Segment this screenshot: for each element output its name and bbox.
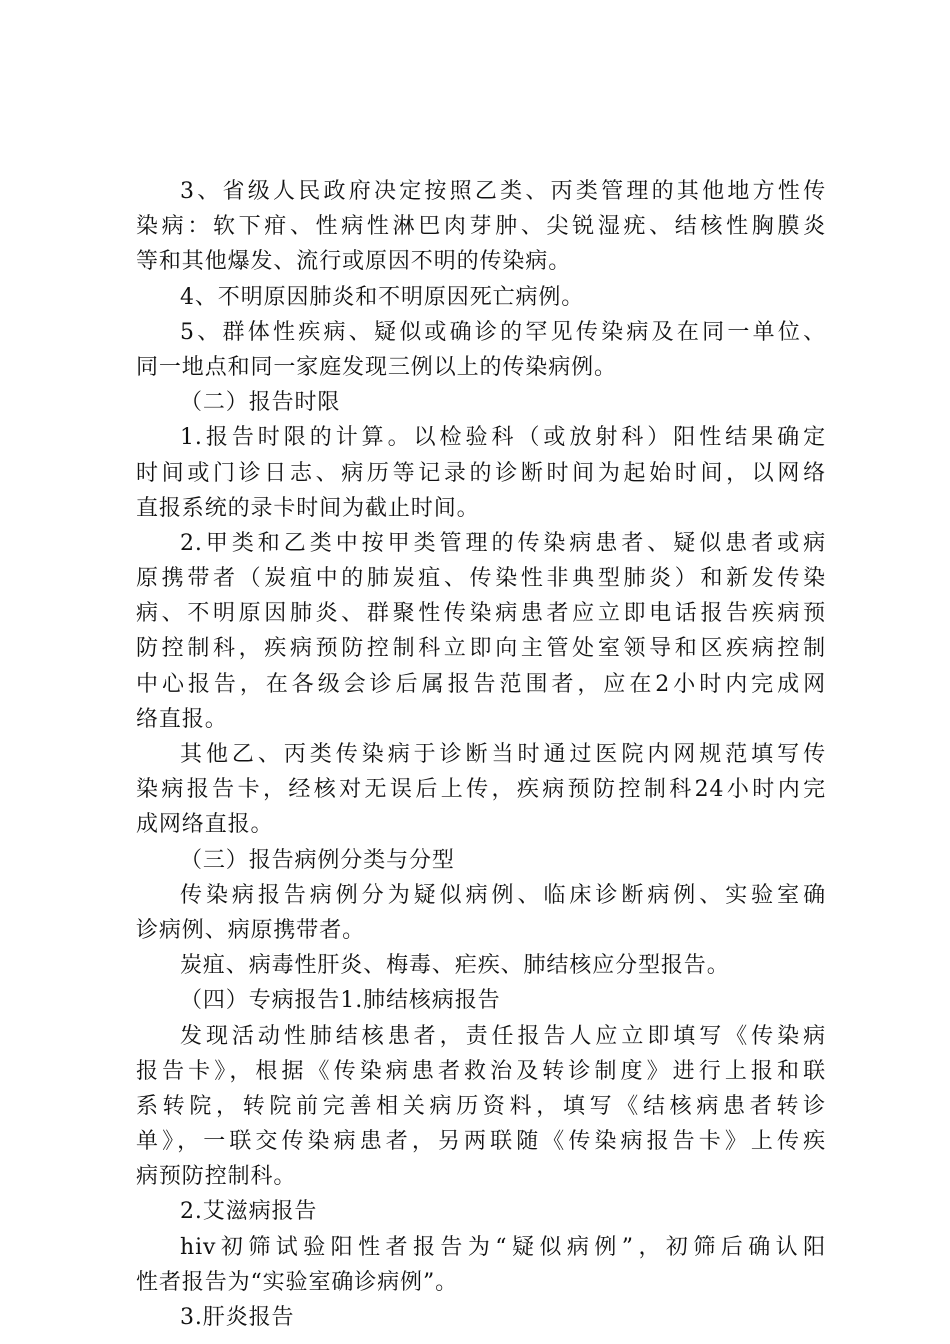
text-line: 原携带者（炭疽中的肺炭疽、传染性非典型肺炎）和新发传染 [136, 566, 826, 592]
text-line: 时间或门诊日志、病历等记录的诊断时间为起始时间，以网络 [136, 460, 826, 486]
text-line: hiv初筛试验阳性者报告为“疑似病例”，初筛后确认阳 [180, 1234, 826, 1260]
subheading-aids-report [136, 1194, 826, 1229]
text-line: 1.报告时限的计算。以检验科（或放射科）阳性结果确定 [180, 425, 826, 451]
text-line: 3、省级人民政府决定按照乙类、丙类管理的其他地方性传 [180, 179, 826, 204]
text-line: 同一地点和同一家庭发现三例以上的传染病例。 [136, 354, 617, 380]
paragraph-time-limit-calculation [136, 420, 826, 526]
section-heading-case-classification [136, 843, 826, 878]
text-line: 炭疽、病毒性肝炎、梅毒、疟疾、肺结核应分型报告。 [180, 953, 730, 979]
subheading: 2.艾滋病报告 [180, 1199, 318, 1225]
text-line: 发现活动性肺结核患者，责任报告人应立即填写《传染病 [180, 1023, 826, 1049]
text-line: 病、不明原因肺炎、群聚性传染病患者应立即电话报告疾病预 [136, 601, 826, 627]
paragraph-provincial-diseases [136, 174, 826, 280]
text-line: 5、群体性疾病、疑似或确诊的罕见传染病及在同一单位、 [180, 319, 826, 345]
text-line: 传染病报告病例分为疑似病例、临床诊断病例、实验室确 [180, 882, 826, 908]
text-line: 防控制科，疾病预防控制科立即向主管处室领导和区疾病控制 [136, 636, 826, 662]
text-line: 诊病例、病原携带者。 [136, 917, 366, 943]
paragraph-other-diseases [136, 737, 826, 843]
text-line: 4、不明原因肺炎和不明原因死亡病例。 [180, 284, 585, 310]
paragraph-case-categories [136, 878, 826, 948]
section-heading: （二）报告时限 [180, 390, 341, 416]
section-heading: （四）专病报告1.肺结核病报告 [180, 988, 501, 1014]
text-line: 成网络直报。 [136, 812, 274, 838]
text-line: 染病报告卡，经核对无误后上传，疾病预防控制科24小时内完 [136, 777, 826, 803]
text-line: 染病：软下疳、性病性淋巴肉芽肿、尖锐湿疣、结核性胸膜炎 [136, 214, 826, 240]
text-line: 2.甲类和乙类中按甲类管理的传染病患者、疑似患者或病 [180, 530, 826, 556]
text-line: 直报系统的录卡时间为截止时间。 [136, 495, 480, 521]
paragraph-hiv [136, 1230, 826, 1300]
text-line: 报告卡》，根据《传染病患者救治及转诊制度》进行上报和联 [136, 1058, 826, 1084]
text-line: 病预防控制科。 [136, 1164, 297, 1190]
section-heading-report-time-limit [136, 385, 826, 420]
text-line: 等和其他爆发、流行或原因不明的传染病。 [136, 249, 572, 275]
text-line: 络直报。 [136, 706, 228, 732]
document-body [136, 174, 826, 1335]
text-line: 其他乙、丙类传染病于诊断当时通过医院内网规范填写传 [180, 742, 826, 767]
paragraph-typed-reporting [136, 948, 826, 983]
text-line: 中心报告，在各级会诊后属报告范围者，应在2小时内完成网 [136, 671, 826, 697]
section-heading-special-disease [136, 983, 826, 1018]
subheading: 3.肝炎报告 [180, 1305, 295, 1330]
paragraph-tuberculosis [136, 1019, 826, 1195]
text-line: 性者报告为“实验室确诊病例”。 [136, 1269, 458, 1295]
paragraph-group-diseases [136, 315, 826, 385]
section-heading: （三）报告病例分类与分型 [180, 847, 455, 873]
subheading-hepatitis-report [136, 1300, 826, 1335]
paragraph-class-a-reporting [136, 526, 826, 737]
paragraph-unknown-pneumonia [136, 280, 826, 315]
text-line: 系转院，转院前完善相关病历资料，填写《结核病患者转诊 [136, 1093, 826, 1119]
text-line: 单》，一联交传染病患者，另两联随《传染病报告卡》上传疾 [136, 1129, 826, 1155]
